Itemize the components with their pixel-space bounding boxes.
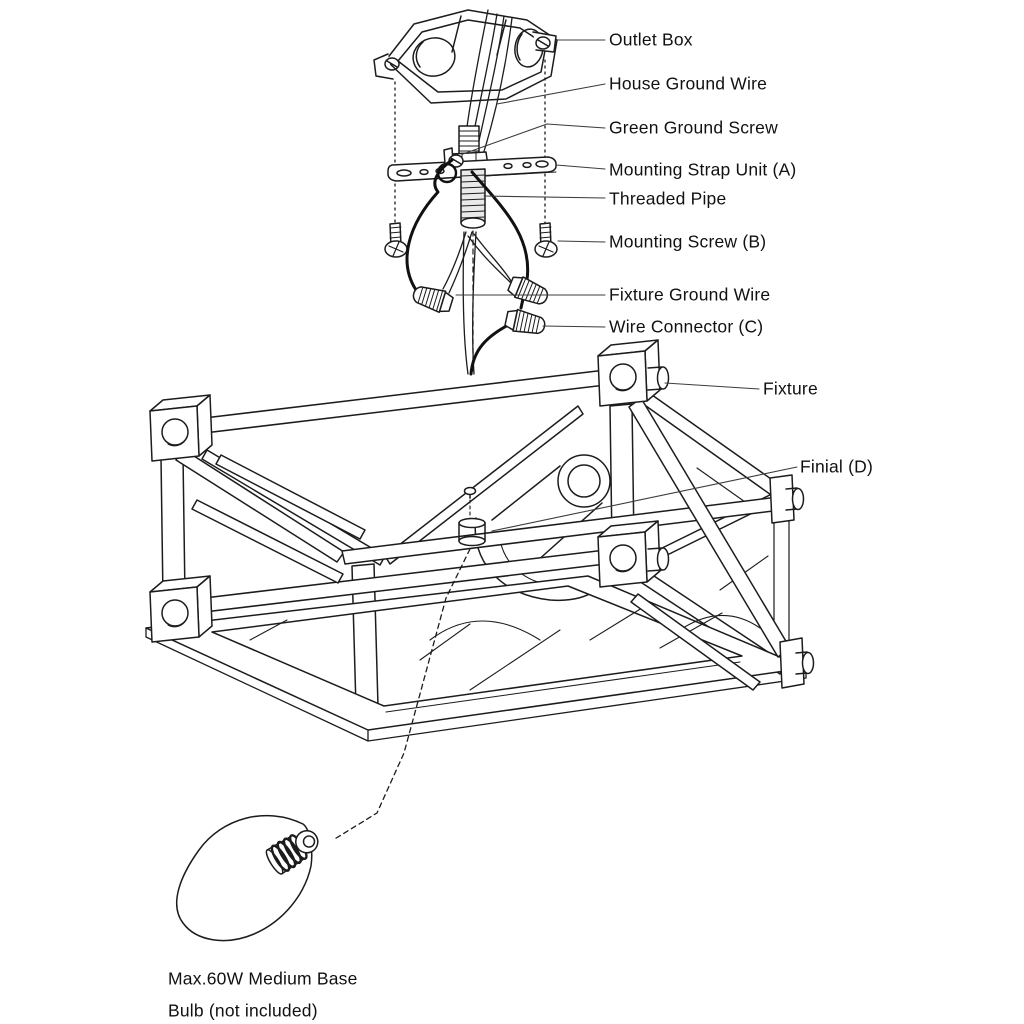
corner-right-bottom	[780, 638, 814, 688]
footnote-line-1: Max.60W Medium Base	[168, 968, 358, 989]
corner-block-mid-back	[598, 521, 669, 587]
leader-mounting-screw	[558, 241, 605, 242]
corner-block-top-back	[598, 340, 669, 406]
mounting-screw-left	[385, 223, 407, 257]
bulb-drawing	[177, 816, 324, 941]
label-fixture-ground-wire: Fixture Ground Wire	[609, 284, 771, 305]
label-mounting-strap: Mounting Strap Unit (A)	[609, 159, 797, 180]
wire-connector-left	[411, 283, 455, 315]
leader-mounting-strap	[556, 165, 605, 169]
leader-fixture	[665, 383, 759, 389]
label-house-ground-wire: House Ground Wire	[609, 73, 768, 94]
label-mounting-screw: Mounting Screw (B)	[609, 231, 767, 252]
corner-block-bottom-left	[150, 576, 212, 642]
mounting-screw-right	[535, 223, 557, 257]
corner-right-top	[770, 475, 804, 523]
label-finial: Finial (D)	[800, 456, 873, 477]
outlet-box-ear-right	[533, 32, 556, 52]
label-wire-connector: Wire Connector (C)	[609, 316, 764, 337]
outlet-box-drawing	[374, 10, 557, 103]
label-green-ground-screw: Green Ground Screw	[609, 117, 778, 138]
footnote-line-2: Bulb (not included)	[168, 1000, 318, 1021]
fixture-wires-white	[443, 232, 517, 374]
label-outlet-box: Outlet Box	[609, 29, 693, 50]
threaded-pipe-drawing	[461, 169, 485, 228]
label-fixture: Fixture	[763, 378, 818, 399]
label-threaded-pipe: Threaded Pipe	[609, 188, 727, 209]
leader-wire-connector	[543, 326, 605, 327]
corner-block-top-left	[150, 395, 212, 461]
wire-connector-lower-right	[504, 308, 547, 338]
